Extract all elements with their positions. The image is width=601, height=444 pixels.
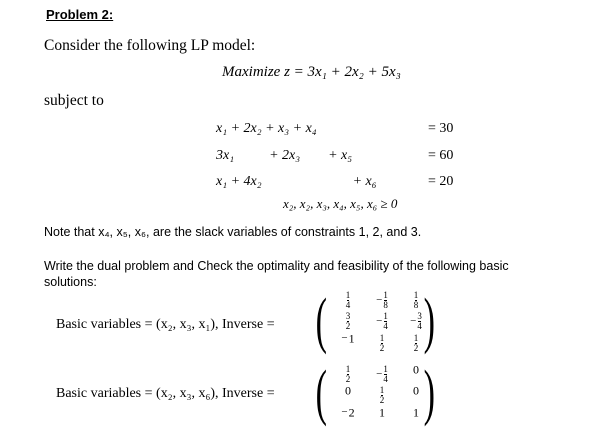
constraint-2-lhs: 3x₁ + 2x₃ + x₅ xyxy=(216,148,353,163)
matrix-1-cell-r2c1: $\frac{3}{2}$ xyxy=(345,311,351,331)
left-paren: ( xyxy=(315,359,328,427)
basis-1-label: Basic variables = (x₂, x₃, x₁), Inverse = xyxy=(56,317,275,332)
matrix-2-cell-r2c2: $\frac{1}{2}$ xyxy=(379,385,385,405)
task-text: Write the dual problem and Check the optimality and feasibility of the following basic solutions: xyxy=(44,259,509,289)
matrix-2-cell-r3c3: 1 xyxy=(413,405,419,420)
right-paren: ) xyxy=(423,359,436,427)
matrix-2-cell-r3c1: −2 xyxy=(341,405,355,420)
matrix-2-cell-r2c3: 0 xyxy=(413,383,419,398)
matrix-2-cell-r1c1: $\frac{1}{2}$ xyxy=(345,364,351,384)
matrix-1-cell-r1c2: − $\frac{1}{8}$ xyxy=(376,290,388,310)
constraint-3-rhs: = 20 xyxy=(428,174,454,189)
subject-to-label: subject to xyxy=(44,92,104,109)
matrix-2-cell-r3c2: 1 xyxy=(379,405,385,420)
matrix-2-cell-r1c3: 0 xyxy=(413,362,419,377)
right-paren: ) xyxy=(423,287,436,355)
constraint-2-rhs: = 60 xyxy=(428,148,454,163)
constraint-1-lhs: x₁ + 2x₂ + x₃ + x₄ xyxy=(216,121,317,136)
matrix-2-cell-r1c2: − $\frac{1}{4}$ xyxy=(376,364,388,384)
matrix-1-cell-r3c1: −1 xyxy=(341,331,355,346)
matrix-1-cell-r3c3: $\frac{1}{2}$ xyxy=(413,333,419,353)
inverse-matrix-1 xyxy=(315,288,445,362)
objective-function: Maximize z = 3x₁ + 2x₂ + 5x₃ xyxy=(222,64,401,80)
problem-title: Problem 2: xyxy=(46,7,114,22)
slack-note: Note that x₄, x₅, x₆, are the slack variables of constraints 1, 2, and 3. xyxy=(44,225,422,239)
intro-text: Consider the following LP model: xyxy=(44,37,256,54)
constraint-1-rhs: = 30 xyxy=(428,121,454,136)
left-paren: ( xyxy=(315,287,328,355)
basis-2-label: Basic variables = (x₂, x₃, x₆), Inverse = xyxy=(56,386,275,401)
matrix-1-cell-r2c3: − $\frac{3}{4}$ xyxy=(410,311,422,331)
matrix-1-cell-r1c1: $\frac{1}{4}$ xyxy=(345,290,351,310)
matrix-1-cell-r2c2: − $\frac{1}{4}$ xyxy=(376,311,388,331)
constraint-3-lhs: x₁ + 4x₂ + x₆ xyxy=(216,174,377,189)
inverse-matrix-2 xyxy=(315,359,445,436)
matrix-1-cell-r3c2: $\frac{1}{2}$ xyxy=(379,333,385,353)
nonnegativity-constraint: x₂, x₂, x₃, x₄, x₅, x₆ ≥ 0 xyxy=(283,196,398,211)
matrix-1-cell-r1c3: $\frac{1}{8}$ xyxy=(413,290,419,310)
matrix-2-cell-r2c1: 0 xyxy=(345,383,351,398)
